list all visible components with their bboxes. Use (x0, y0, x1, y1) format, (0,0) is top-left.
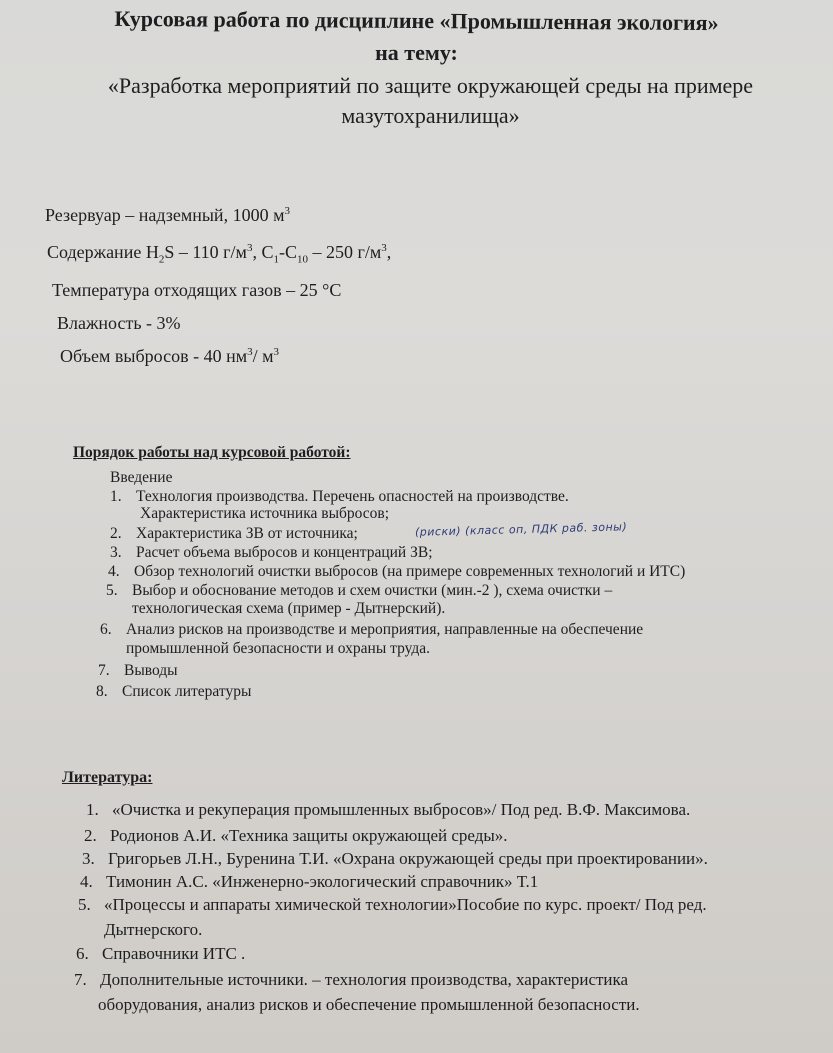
list-item: 5. Выбор и обоснование методов и схем очистки (мин.-2 ), схема очистки – (106, 582, 613, 599)
work-order-intro: Введение (110, 469, 173, 486)
work-order-heading: Порядок работы над курсовой работой: (73, 444, 351, 461)
list-item: 7. Дополнительные источники. – технология производства, характеристика (74, 970, 629, 989)
list-item: 2. Родионов А.И. «Техника защиты окружающей среды». (84, 826, 508, 845)
list-item-continuation: Дытнерского. (104, 920, 203, 939)
list-item: 3. Расчет объема выбросов и концентраций ЗВ; (110, 544, 433, 561)
doc-topic-line1: «Разработка мероприятий по защите окружающей среды на примере (107, 73, 754, 98)
list-item: 5. «Процессы и аппараты химической технологии»Пособие по курс. проект/ Под ред. (78, 895, 707, 914)
list-item-continuation: промышленной безопасности и охраны труда. (126, 640, 431, 657)
list-item-continuation: Характеристика источника выбросов; (140, 505, 390, 522)
param-content: Содержание $H_2S - 110$ $г/м^3$, $C_1-C_{10} - 250$ $г/м^3$, (47, 242, 392, 266)
literature-heading: Литература: (62, 769, 153, 786)
list-item-continuation: оборудования, анализ рисков и обеспечение промышленной безопасности. (98, 995, 640, 1014)
list-item: 1. «Очистка и рекуперация промышленных выбросов»/ Под ред. В.Ф. Максимова. (86, 800, 691, 819)
list-item: 6. Справочники ИТС . (76, 944, 246, 963)
list-item: 6. Анализ рисков на производстве и мероприятия, направленные на обеспечение (100, 621, 644, 638)
list-item: 3. Григорьев Л.Н., Буренина Т.И. «Охрана окружающей среды при проектировании». (82, 849, 708, 868)
list-item: 2. Характеристика ЗВ от источника; (110, 525, 358, 542)
doc-title: Курсовая работа по дисциплине «Промышленная экология» (114, 5, 719, 36)
doc-topic-line2: мазутохранилища» (341, 103, 520, 128)
doc-title-topic-label: на тему: (375, 40, 458, 65)
param-reservoir: Резервуар – надземный, 1000 $м^3$ (45, 205, 290, 225)
list-item: 4. Обзор технологий очистки выбросов (на примере современных технологий и ИТС) (108, 563, 686, 580)
handwritten-note: (риски) (класс оп, ПДК раб. зоны) (414, 520, 628, 539)
list-item-continuation: технологическая схема (пример - Дытнерский). (132, 600, 446, 617)
list-item: 4. Тимонин А.С. «Инженерно-экологический справочник» Т.1 (80, 872, 539, 891)
list-item: 1. Технология производства. Перечень опасностей на производстве. (110, 488, 569, 505)
param-humidity: Влажность - 3% (57, 313, 181, 333)
list-item: 8. Список литературы (96, 683, 252, 700)
param-volume: Объем выбросов - 40 $нм^3/$ $м^3$ (60, 346, 280, 366)
param-temperature: Температура отходящих газов – 25 °С (52, 280, 342, 300)
list-item: 7. Выводы (98, 662, 178, 679)
